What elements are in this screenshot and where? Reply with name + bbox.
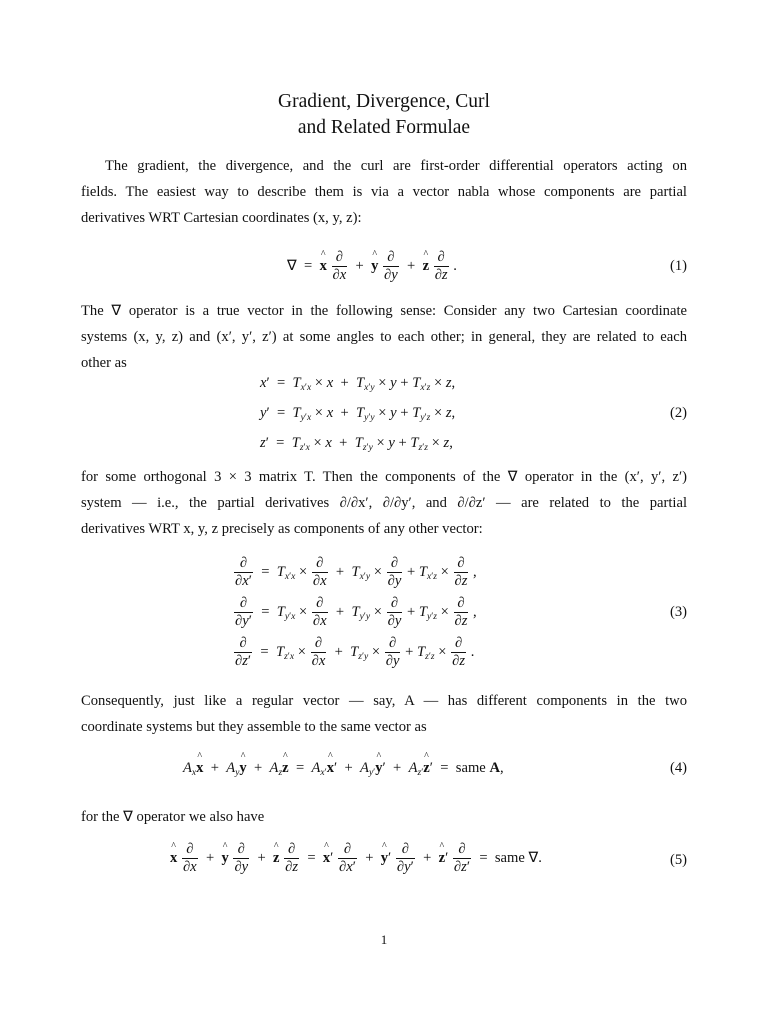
equation-4	[81, 760, 687, 784]
equation-2-row-2: $y' = T_{y'x} \times x + T_{y'y} \times y + T_{y'z} \times z$,	[260, 405, 456, 423]
equation-3-row-1: $\frac{\partial}{\partial x'}$ = $T_{x'x}$ × $\frac{\partial}{\partial x}$ + $T_{x'y}$ × $\frac{\partial}{\partial y}$ + $T_{x'z}$ × $\frac{\partial}{\partial z}$ ,	[235, 555, 477, 590]
paragraph-true-vector	[81, 298, 687, 376]
equation-5-number: (5)	[669, 852, 687, 868]
equation-2-number: (2)	[669, 405, 687, 421]
paragraph-nabla-also	[81, 804, 687, 830]
paragraph-intro	[81, 153, 687, 231]
page-number: 1	[380, 932, 388, 947]
title-line-1: Gradient, Divergence, Curl	[278, 91, 490, 112]
equation-1-number: (1)	[669, 258, 687, 274]
paragraph-orthogonal-line-2: system — i.e., the partial derivatives ∂/∂x′, ∂/∂y′, and ∂/∂z′ — are related to the partial	[81, 495, 687, 511]
equation-4-number: (4)	[669, 760, 687, 776]
equation-3	[81, 556, 687, 674]
equation-3-row-2: $\frac{\partial}{\partial y'}$ = $T_{y'x}$ × $\frac{\partial}{\partial x}$ + $T_{y'y}$ × $\frac{\partial}{\partial y}$ + $T_{y'z}$ × $\frac{\partial}{\partial z}$ ,	[235, 595, 477, 630]
title-line-2: and Related Formulae	[297, 117, 471, 138]
equation-2	[81, 375, 687, 455]
paragraph-intro-line-2: fields. The easiest way to describe them is via a vector nabla whose components are partial	[81, 184, 687, 200]
paragraph-intro-line-1: The gradient, the divergence, and the curl are first-order differential operators acting on	[105, 158, 687, 174]
paragraph-consequently	[81, 688, 687, 740]
paragraph-orthogonal-line-1: for some orthogonal 3 × 3 matrix T. Then the components of the ∇ operator in the (x′, y′, z′)	[81, 469, 687, 485]
paragraph-true-vector-line-2: systems (x, y, z) and (x′, y′, z′) at some angles to each other; in general, they are related to each	[81, 329, 687, 345]
equation-2-row-3: $z' = T_{z'x} \times x + T_{z'y} \times y + T_{z'z} \times z$,	[260, 435, 453, 453]
paragraph-consequently-line-2: coordinate systems but they assemble to the same vector as	[81, 719, 427, 735]
paragraph-nabla-also-line-1: for the ∇ operator we also have	[81, 809, 265, 825]
paragraph-true-vector-line-1: The ∇ operator is a true vector in the following sense: Consider any two Cartesian coordinate	[81, 303, 687, 319]
paragraph-orthogonal	[81, 464, 687, 542]
equation-1	[81, 250, 687, 290]
equation-3-number: (3)	[669, 604, 687, 620]
equation-5-body: x ^ $\frac{\partial}{\partial x}$ + y ^ $\frac{\partial}{\partial y}$ + z ^ $\frac{\partial}{\partial z}$ = x ^′ $\frac{\partial}{\partial x'}$ + y ^′ $\frac{\partial}{\partial y'}$ + z ^′ $\frac{\partial}{\partial z'}$ = same ∇.	[170, 842, 542, 876]
equation-3-row-3: $\frac{\partial}{\partial z'}$ = $T_{z'x}$ × $\frac{\partial}{\partial x}$ + $T_{z'y}$ × $\frac{\partial}{\partial y}$ + $T_{z'z}$ × $\frac{\partial}{\partial z}$ .	[235, 635, 475, 670]
paragraph-consequently-line-1: Consequently, just like a regular vector — say, A — has different components in the two	[81, 693, 687, 709]
equation-1-body: ∇ = x ^ $\frac{\partial}{\partial x}$ + y ^ $\frac{\partial}{\partial y}$ + z ^ $\frac{\partial}{\partial z}$ .	[287, 250, 457, 284]
paragraph-intro-line-3: derivatives WRT Cartesian coordinates (x, y, z):	[81, 210, 362, 226]
paragraph-orthogonal-line-3: derivatives WRT x, y, z precisely as components of any other vector:	[81, 521, 483, 537]
equation-5-same-word: same	[494, 850, 525, 867]
equation-4-body: $A_xx$ ^ + $A_yy$ ^ + $A_zz$ ^ = $A_{x'}x$ ^′ + $A_{y'}y$ ^′ + $A_{z'}z$ ^′ = same A,	[183, 760, 504, 777]
equation-4-same-word: same	[455, 760, 486, 776]
equation-2-row-1: $x' = T_{x'x} \times x + T_{x'y} \times y + T_{x'z} \times z$,	[260, 375, 456, 393]
paragraph-true-vector-line-3: other as	[81, 355, 127, 371]
equation-5	[81, 842, 687, 882]
